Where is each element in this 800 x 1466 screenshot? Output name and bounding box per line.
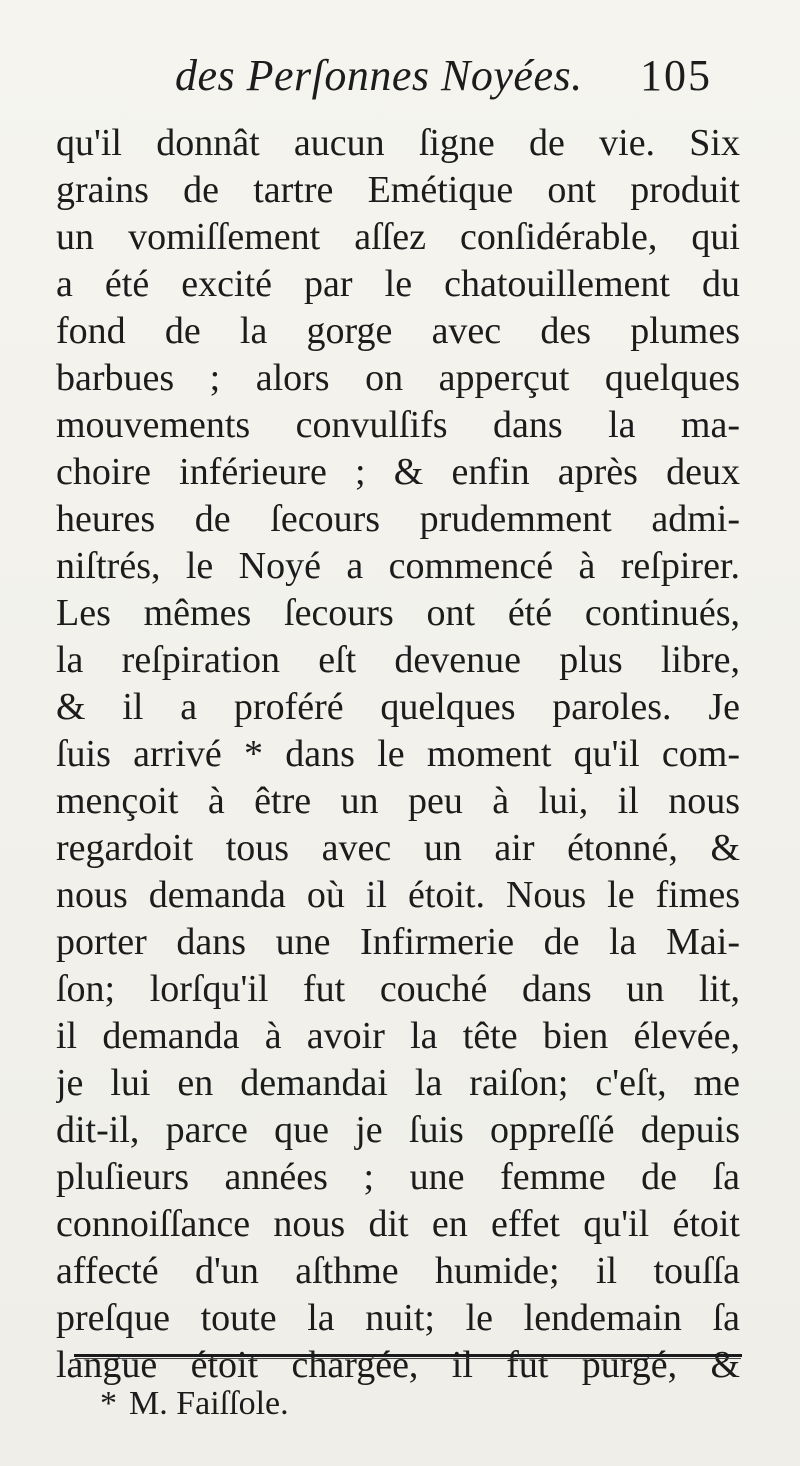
footnote xyxy=(100,1384,289,1424)
text-line-6: barbues ; alors on apperçut quelques xyxy=(56,357,740,399)
text-line-21: je lui en demandai la raiſon; c'eſt, me xyxy=(56,1062,740,1104)
text-line-15: mençoit à être un peu à lui, il nous xyxy=(56,780,740,822)
text-line-2: grains de tartre Emétique ont produit xyxy=(56,169,740,211)
text-line-12: la reſpiration eſt devenue plus libre, xyxy=(56,639,740,681)
text-line-25: affecté d'un aſthme humide; il touſſa xyxy=(56,1250,740,1292)
text-line-19: ſon; lorſqu'il fut couché dans un lit, xyxy=(56,968,740,1010)
page-header xyxy=(0,42,800,112)
text-line-5: fond de la gorge avec des plumes xyxy=(56,310,740,352)
text-line-23: pluſieurs années ; une femme de ſa xyxy=(56,1156,740,1198)
footnote-text: M. Faiſſole. xyxy=(129,1385,289,1422)
text-line-13: & il a proféré quelques paroles. Je xyxy=(56,686,740,728)
page-number: 105 xyxy=(640,51,712,100)
text-line-1: qu'il donnât aucun ſigne de vie. Six xyxy=(56,122,740,164)
footnote-mark: * xyxy=(100,1385,117,1422)
text-line-20: il demanda à avoir la tête bien élevée, xyxy=(56,1015,740,1057)
text-line-3: un vomiſſement aſſez conſidérable, qui xyxy=(56,216,740,258)
running-title: des Perſonnes Noyées. xyxy=(175,51,583,100)
text-line-7: mouvements convulſifs dans la ma- xyxy=(56,404,740,446)
text-line-26: preſque toute la nuit; le lendemain ſa xyxy=(56,1297,740,1339)
text-line-24: connoiſſance nous dit en effet qu'il étoit xyxy=(56,1203,740,1245)
footnote-rule xyxy=(74,1354,742,1357)
text-line-8: choire inférieure ; & enfin après deux xyxy=(56,451,740,493)
text-line-17: nous demanda où il étoit. Nous le fimes xyxy=(56,874,740,916)
text-line-9: heures de ſecours prudemment admi- xyxy=(56,498,740,540)
text-line-11: Les mêmes ſecours ont été continués, xyxy=(56,592,740,634)
text-line-18: porter dans une Infirmerie de la Mai- xyxy=(56,921,740,963)
body-text xyxy=(56,120,740,1386)
text-line-4: a été excité par le chatouillement du xyxy=(56,263,740,305)
text-line-14: ſuis arrivé * dans le moment qu'il com- xyxy=(56,733,740,775)
text-line-22: dit-il, parce que je ſuis oppreſſé depuis xyxy=(56,1109,740,1151)
text-line-27: langue étoit chargée, il fut purgé, & xyxy=(56,1344,740,1386)
text-line-16: regardoit tous avec un air étonné, & xyxy=(56,827,740,869)
text-line-10: niſtrés, le Noyé a commencé à reſpirer. xyxy=(56,545,740,587)
